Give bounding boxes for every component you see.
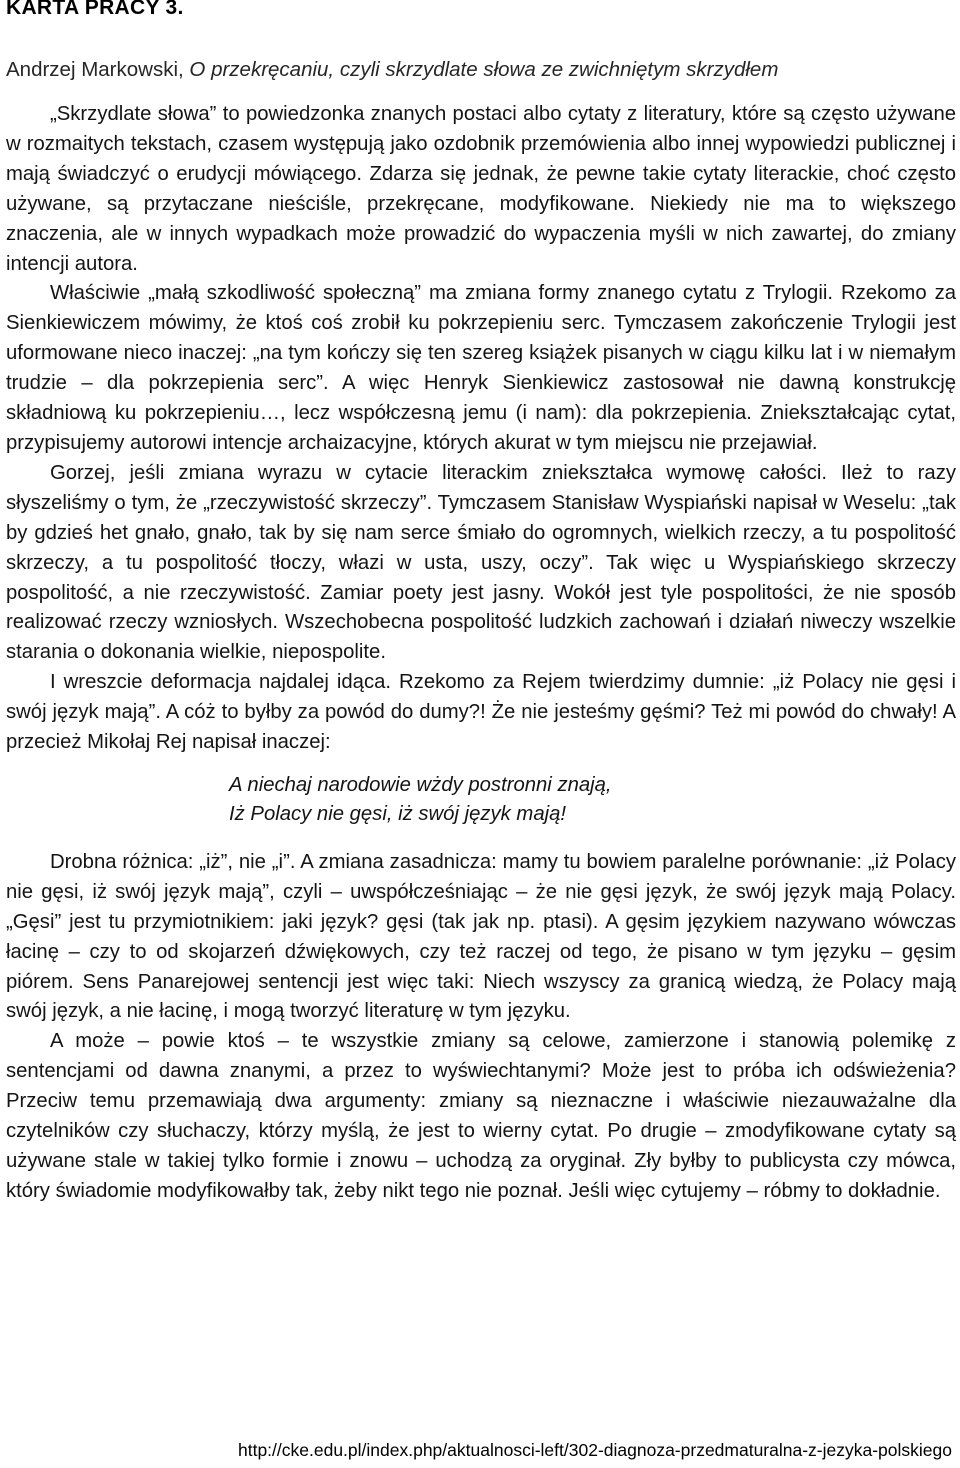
page-heading: KARTA PRACY 3. xyxy=(6,0,184,19)
paragraph-4: I wreszcie deformacja najdalej idąca. Rzekomo za Rejem twierdzimy dumnie: „iż Polacy nie gęsi i swój język mają”. A cóż to byłby za powód do dumy?! Że nie jesteśmy gęśmi? Też mi powód do chwały! A przecież Mikołaj Rej napisał inaczej: xyxy=(6,671,956,754)
article-title: O przekręcaniu, czyli skrzydlate słowa ze zwichniętym skrzydłem xyxy=(189,58,779,81)
paragraph-6: A może – powie ktoś – te wszystkie zmiany są celowe, zamierzone i stanowią polemikę z sentencjami od dawna znanymi, a przez to wyświechtanymi? Może jest to próba ich odświeżenia? Przeciw temu przemawiają dwa argumenty: zmiany są nieznaczne i właściwie niezauważalne dla czytelników czy słuchaczy, którzy myślą, że jest to wierny cytat. Po drugie – zmodyfikowane cytaty są używane stale w takiej tylko formie i znowu – uchodzą za oryginał. Zły byłby to publicysta czy mówca, który świadomie modyfikowałby tak, żeby nikt tego nie poznał. Jeśli więc cytujemy – róbmy to dokładnie. xyxy=(6,1030,956,1202)
paragraph-2: Właściwie „małą szkodliwość społeczną” ma zmiana formy znanego cytatu z Trylogii. Rzekomo za Sienkiewiczem mówimy, że ktoś coś zrobił ku pokrzepieniu serc. Tymczasem zakończenie Trylogii jest uformowane nieco inaczej: „na tym kończy się ten szereg książek pisanych w ciągu kilku lat i w niemałym trudzie – dla pokrzepienia serc”. A więc Henryk Sienkiewicz zastosował nie dawną konstrukcję składniową ku pokrzepieniu…, lecz współczesną jemu (i nam): dla pokrzepienia. Zniekształcając cytat, przypisujemy autorowi intencje archaizacyjne, których akurat w tym miejscu nie przejawiał. xyxy=(6,282,956,454)
paragraph-1: „Skrzydlate słowa” to powiedzonka znanych postaci albo cytaty z literatury, które są często używane w rozmaitych tekstach, czasem występują jako ozdobnik przemówienia albo innej wypowiedzi publicznej i mają świadczyć o erudycji mówiącego. Zdarza się jednak, że pewne takie cytaty literackie, choć często używane, są przytaczane nieściśle, przekręcane, modyfikowane. Niekiedy nie ma to większego znaczenia, ale w innych wypadkach może prowadzić do wypaczenia myśli w nich zawartej, do zmiany intencji autora. xyxy=(6,103,956,275)
quote-line-1: A niechaj narodowie wżdy postronni znają, xyxy=(229,773,612,796)
paragraph-5: Drobna różnica: „iż”, nie „i”. A zmiana zasadnicza: mamy tu bowiem paralelne porównanie: „iż Polacy nie gęsi, iż swój język mają”, czyli – uwspółcześniając – że nie gęsi język, że swój język mają Polacy. „Gęsi” jest tu przymiotnikiem: jaki język? gęsi (tak jak np. ptasi). A gęsim językiem nazywano wówczas łacinę – czy to od skojarzeń dźwiękowych, czy też raczej od tego, że pisano w tym języku – gęsim piórem. Sens Panarejowej sentencji jest więc taki: Niech wszyscy za granicą wiedzą, że Polacy mają swój język, a nie łacinę, i mogą tworzyć literaturę w tym języku. xyxy=(6,850,956,1023)
quote-line-2: Iż Polacy nie gęsi, iż swój język mają! xyxy=(229,803,567,826)
source-url: http://cke.edu.pl/index.php/aktualnosci-left/302-diagnoza-przedmaturalna-z-jezyka-polskiego xyxy=(237,1440,952,1460)
article-body xyxy=(6,100,956,1207)
article-author: Andrzej Markowski, xyxy=(6,58,190,81)
article-source xyxy=(6,57,778,83)
rej-quote xyxy=(229,771,956,830)
paragraph-3: Gorzej, jeśli zmiana wyrazu w cytacie literackim zniekształca wymowę całości. Ileż to razy słyszeliśmy o tym, że „rzeczywistość skrzeczy”. Tymczasem Stanisław Wyspiański napisał w Weselu: „tak by gdzieś het gnało, gnało, tak by się nam serce śmiało do ogromnych, wielkich rzeczy, a tu pospolitość skrzeczy, a tu pospolitość tłoczy, włazi w usta, uszy, oczy”. Tak więc u Wyspiańskiego skrzeczy pospolitość, a nie rzeczywistość. Zamiar poety jest jasny. Wokół jest tyle pospolitości, że nie sposób realizować rzeczy wzniosłych. Wszechobecna pospolitość ludzkich zachowań i działań niweczy wszelkie starania o dokonania wielkie, niepospolite. xyxy=(6,461,956,664)
